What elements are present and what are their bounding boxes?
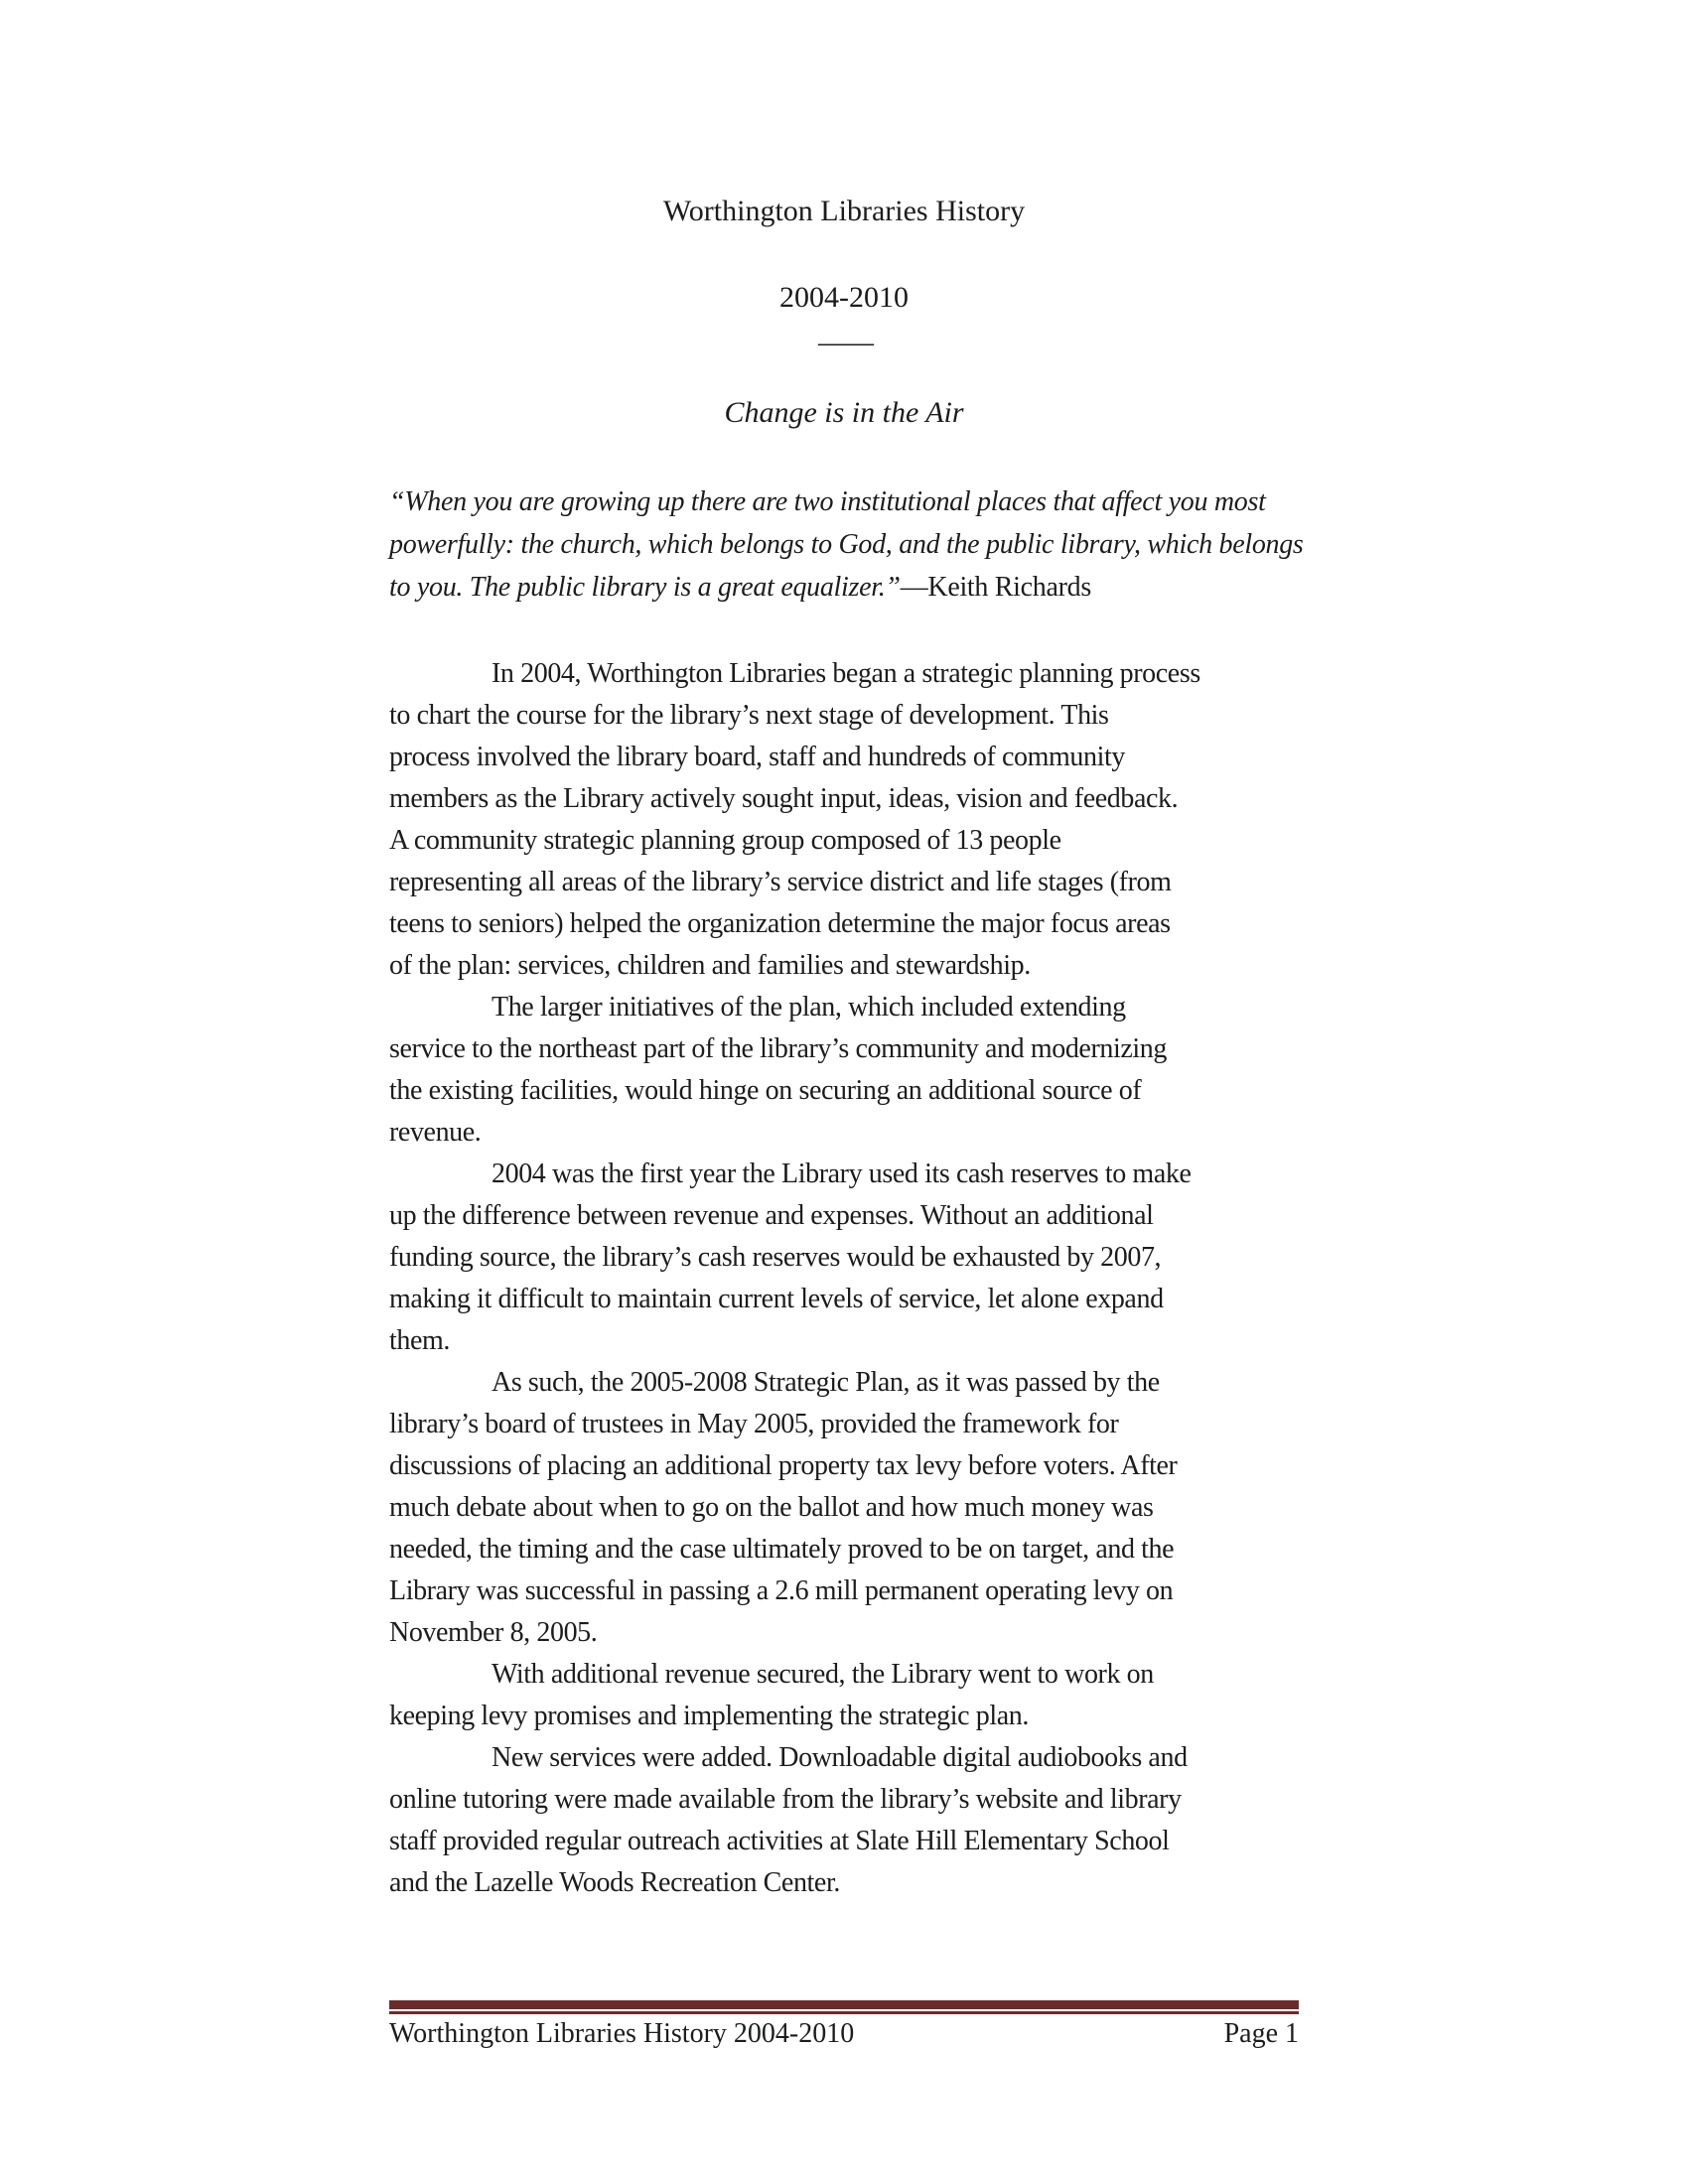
paragraph-3-line: funding source, the library’s cash reserves would be exhausted by 2007,	[389, 1242, 1162, 1273]
quote-line: powerfully: the church, which belongs to God, and the public library, which belongs	[389, 529, 1304, 560]
footer-page-number: Page 1	[1223, 2018, 1299, 2049]
quote-line-text: to you. The public library is a great equalizer.”	[389, 572, 901, 603]
footer-rule-thin	[389, 2011, 1299, 2014]
paragraph-6-line: and the Lazelle Woods Recreation Center.	[389, 1867, 840, 1898]
quote-line	[389, 566, 1299, 609]
paragraph-1-line: A community strategic planning group composed of 13 people	[389, 825, 1061, 856]
section-heading: Change is in the Air	[724, 396, 964, 429]
paragraph-6-line: New services were added. Downloadable digital audiobooks and	[492, 1742, 1188, 1773]
paragraph-3-line: up the difference between revenue and expenses. Without an additional	[389, 1200, 1154, 1231]
paragraph-4-line: needed, the timing and the case ultimately proved to be on target, and the	[389, 1534, 1175, 1565]
footer-rule-thick	[389, 2000, 1299, 2009]
paragraph-1-line: teens to seniors) helped the organization determine the major focus areas	[389, 908, 1171, 939]
paragraph-3-line: making it difficult to maintain current levels of service, let alone expand	[389, 1284, 1164, 1314]
paragraph-1-line: to chart the course for the library’s next stage of development. This	[389, 700, 1109, 731]
document-title: Worthington Libraries History	[662, 195, 1026, 227]
document-subtitle: 2004-2010	[779, 281, 909, 314]
paragraph-1-line: of the plan: services, children and families and stewardship.	[389, 950, 1031, 981]
paragraph-3-line: them.	[389, 1325, 450, 1356]
paragraph-3-line: 2004 was the first year the Library used its cash reserves to make	[492, 1159, 1192, 1189]
paragraph-1-line: representing all areas of the library’s service district and life stages (from	[389, 867, 1172, 897]
quote-line: “When you are growing up there are two institutional places that affect you most	[389, 486, 1266, 517]
paragraph-2-line: service to the northeast part of the library’s community and modernizing	[389, 1033, 1167, 1064]
footer-title: Worthington Libraries History 2004-2010	[389, 2018, 855, 2049]
divider-dash: ——	[818, 326, 870, 358]
paragraph-4-line: library’s board of trustees in May 2005, provided the framework for	[389, 1409, 1119, 1439]
paragraph-4-line: As such, the 2005-2008 Strategic Plan, as it was passed by the	[492, 1367, 1160, 1398]
paragraph-6-line: staff provided regular outreach activities at Slate Hill Elementary School	[389, 1826, 1170, 1856]
paragraph-1-line: members as the Library actively sought input, ideas, vision and feedback.	[389, 783, 1179, 814]
paragraph-2-line: The larger initiatives of the plan, which included extending	[492, 992, 1126, 1023]
paragraph-6-line: online tutoring were made available from the library’s website and library	[389, 1784, 1182, 1815]
page-footer	[389, 2017, 1299, 2051]
epigraph-quote	[389, 480, 1304, 609]
paragraph-1-line: In 2004, Worthington Libraries began a strategic planning process	[492, 658, 1200, 689]
paragraph-4-line: November 8, 2005.	[389, 1617, 598, 1648]
quote-attribution: —Keith Richards	[900, 572, 1091, 603]
paragraph-5-line: keeping levy promises and implementing the strategic plan.	[389, 1701, 1029, 1731]
paragraph-1-line: process involved the library board, staff and hundreds of community	[389, 742, 1125, 772]
paragraph-5-line: With additional revenue secured, the Library went to work on	[492, 1659, 1154, 1690]
paragraph-2-line: revenue.	[389, 1117, 482, 1148]
paragraph-4-line: much debate about when to go on the ballot and how much money was	[389, 1492, 1154, 1523]
body-text	[389, 653, 1299, 1904]
paragraph-4-line: Library was successful in passing a 2.6 mill permanent operating levy on	[389, 1575, 1174, 1606]
paragraph-4-line: discussions of placing an additional property tax levy before voters. After	[389, 1450, 1178, 1481]
paragraph-2-line: the existing facilities, would hinge on securing an additional source of	[389, 1075, 1142, 1106]
